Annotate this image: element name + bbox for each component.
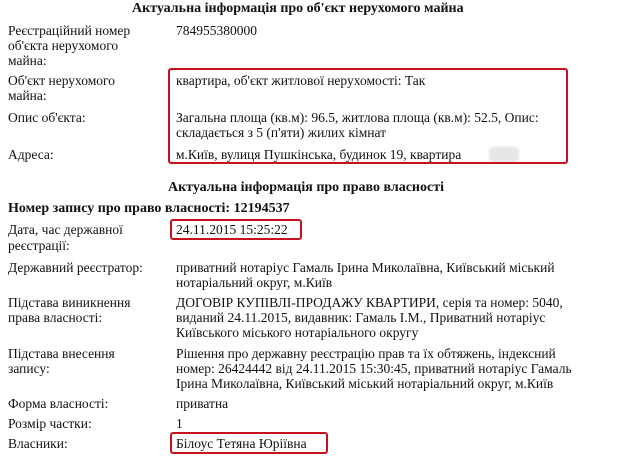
owners-value: Білоус Тетяна Юріївна xyxy=(176,436,307,451)
entry-basis-value-1: Рішення про державну реєстрацію прав та їх обтяжень, індексний xyxy=(176,346,556,361)
description-label: Опис об'єкта: xyxy=(8,110,86,125)
reg-number-value: 784955380000 xyxy=(176,23,257,38)
reg-number-label-1: Реєстраційний номер xyxy=(8,23,131,38)
owners-label: Власники: xyxy=(8,436,68,451)
share-label: Розмір частки: xyxy=(8,416,92,431)
basis-value-3: Київського міського нотаріального округу xyxy=(176,325,419,340)
basis-value-2: виданий 24.11.2015, видавник: Гамаль І.М., Приватний нотаріус xyxy=(176,310,546,325)
basis-value-1: ДОГОВІР КУПІВЛІ-ПРОДАЖУ КВАРТИРИ, серія та номер: 5040, xyxy=(176,295,563,310)
form-value: приватна xyxy=(176,396,229,411)
entry-basis-value-3: Ірина Миколаївна, Київський міський нотаріальний округ, м.Київ xyxy=(176,376,554,391)
share-value: 1 xyxy=(176,416,183,431)
reg-date-highlight-box xyxy=(170,219,302,240)
reg-date-label-2: реєстрації: xyxy=(8,238,70,253)
form-label: Форма власності: xyxy=(8,396,109,411)
registrar-value-2: нотаріальний округ, м.Київ xyxy=(176,275,333,290)
property-highlight-box xyxy=(168,68,568,164)
entry-basis-value-2: номер: 26424442 від 24.11.2015 15:30:45, приватний нотаріус Гамаль xyxy=(176,361,572,376)
record-number: Номер запису про право власності: 12194537 xyxy=(8,201,290,216)
address-label: Адреса: xyxy=(8,147,54,162)
object-value: квартира, об'єкт житлової нерухомості: Так xyxy=(176,73,426,88)
description-value-2: складається з 5 (п'яти) жилих кімнат xyxy=(176,125,387,140)
property-heading: Актуальна інформація про об'єкт нерухомого майна xyxy=(132,1,464,16)
description-value-1: Загальна площа (кв.м): 96.5, житлова площа (кв.м): 52.5, Опис: xyxy=(176,110,539,125)
ownership-heading: Актуальна інформація про право власності xyxy=(168,180,444,195)
basis-label-1: Підстава виникнення xyxy=(8,295,131,310)
registrar-value-1: приватний нотаріус Гамаль Ірина Миколаївна, Київський міський xyxy=(176,260,555,275)
reg-number-label-2: об'єкта нерухомого xyxy=(8,38,119,53)
owners-highlight-box xyxy=(170,432,328,454)
entry-basis-label-1: Підстава внесення xyxy=(8,346,115,361)
reg-number-label-3: майна: xyxy=(8,53,47,68)
reg-date-value: 24.11.2015 15:25:22 xyxy=(176,222,288,237)
entry-basis-label-2: запису: xyxy=(8,361,50,376)
address-value: м.Київ, вулиця Пушкінська, будинок 19, квартира xyxy=(176,147,462,162)
reg-date-label-1: Дата, час державної xyxy=(8,222,123,237)
object-label-2: майна: xyxy=(8,88,47,103)
registrar-label: Державний реєстратор: xyxy=(8,260,143,275)
object-label-1: Об'єкт нерухомого xyxy=(8,73,116,88)
basis-label-2: права власності: xyxy=(8,310,103,325)
